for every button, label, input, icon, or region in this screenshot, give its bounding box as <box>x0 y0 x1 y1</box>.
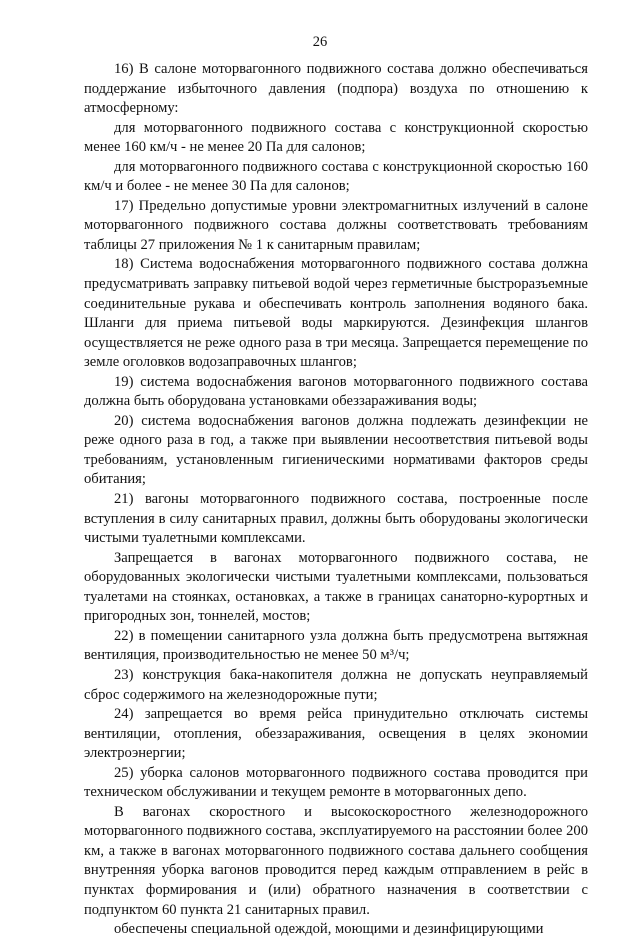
paragraph-19: 19) система водоснабжения вагонов моторвагонного подвижного состава должна быть оборудована установками обеззараживания воды; <box>84 373 588 410</box>
paragraph-21: 21) вагоны моторвагонного подвижного состава, построенные после вступления в силу санитарных правил, должны быть оборудованы экологически чистыми туалетными комплексами. <box>84 491 588 547</box>
paragraph-18: 18) Система водоснабжения моторвагонного подвижного состава должна предусматривать заправку питьевой водой через герметичные быстроразъемные соединительные рукава и обеспечивать контроль заполнения водяного бака. Шланги для приема питьевой воды маркируются. Дезинфекция шлангов осуществляется не реже одного раза в три месяца. Запрещается перемещение по земле оголовков водозаправочных шлангов; <box>84 256 588 371</box>
paragraph-16: 16) В салоне моторвагонного подвижного состава должно обеспечиваться поддержание избыточного давления (подпора) воздуха по отношению к атмосферному: <box>84 61 588 117</box>
paragraph-16-speed-160-and-above: для моторвагонного подвижного состава с конструкционной скоростью 160 км/ч и более - не менее 30 Па для салонов; <box>84 158 588 195</box>
document-body <box>84 60 588 940</box>
paragraph-17: 17) Предельно допустимые уровни электромагнитных излучений в салоне моторвагонного подвижного состава должны соответствовать требованиям таблицы 27 приложения № 1 к санитарным правилам; <box>84 197 588 253</box>
paragraph-16-speed-below-160: для моторвагонного подвижного состава с конструкционной скоростью менее 160 км/ч - не менее 20 Па для салонов; <box>84 119 588 156</box>
paragraph-continuation: обеспечены специальной одеждой, моющими и дезинфицирующими <box>114 921 544 938</box>
page-number: 26 <box>312 34 328 50</box>
paragraph-25: 25) уборка салонов моторвагонного подвижного состава проводится при техническом обслуживании и текущем ремонте в моторвагонных депо. <box>84 764 588 801</box>
paragraph-21-prohibition: Запрещается в вагонах моторвагонного подвижного состава, не оборудованных экологически чистыми туалетными комплексами, пользоваться туалетами на стоянках, остановках, а также в границах санаторно-курортных и пригородных зон, тоннелей, мостов; <box>84 549 588 625</box>
paragraph-23: 23) конструкция бака-накопителя должна не допускать неуправляемый сброс содержимого на железнодорожные пути; <box>84 666 588 703</box>
paragraph-20: 20) система водоснабжения вагонов должна подлежать дезинфекции не реже одного раза в год, а также при выявлении несоответствия питьевой воды требованиям, установленным гигиеническими нормативами факторов среды обитания; <box>84 412 588 488</box>
paragraph-22: 22) в помещении санитарного узла должна быть предусмотрена вытяжная вентиляция, производительностью не менее 50 м³/ч; <box>84 627 588 664</box>
paragraph-24: 24) запрещается во время рейса принудительно отключать системы вентиляции, отопления, обеззараживания, освещения в целях экономии электроэнергии; <box>84 706 588 762</box>
paragraph-25-high-speed: В вагонах скоростного и высокоскоростного железнодорожного моторвагонного подвижного состава, эксплуатируемого на расстоянии более 200 км, а также в вагонах моторвагонного подвижного состава дальнего сообщения внутренняя уборка вагонов проводится перед каждым отправлением в рейс в пунктах формирования и (или) обратного назначения в соответствии с подпунктом 60 пункта 21 санитарных правил. <box>84 803 588 918</box>
